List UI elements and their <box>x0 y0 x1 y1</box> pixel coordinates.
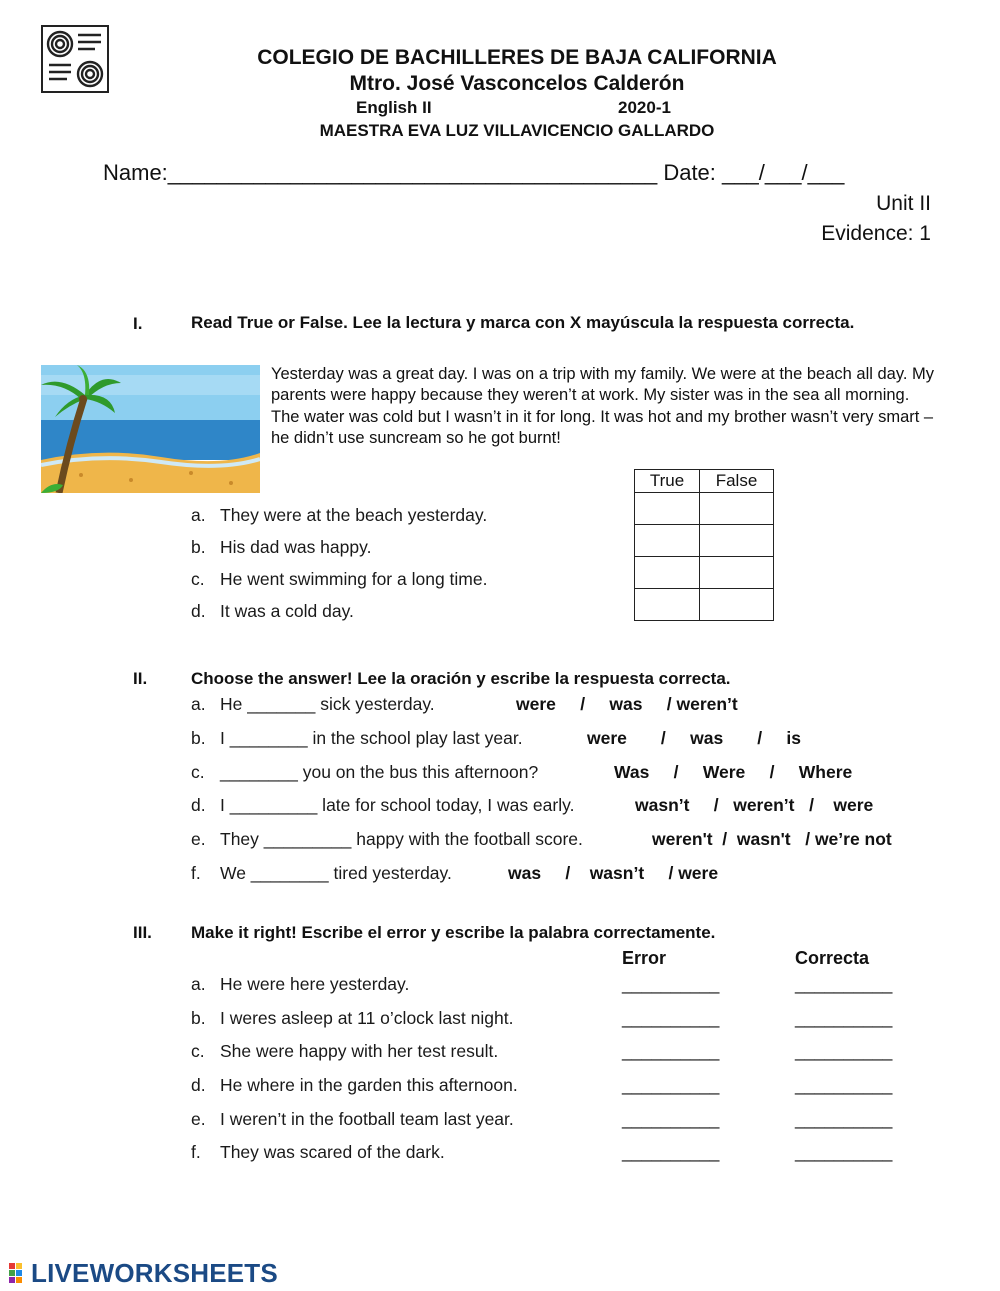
correct-blank-f[interactable]: __________ <box>795 1142 893 1162</box>
choice-options-e: weren't / wasn't / we’re not <box>652 829 892 849</box>
choice-item-d: d. I _________ late for school today, I was early. <box>191 795 575 815</box>
section-3-number: III. <box>133 923 152 942</box>
false-column-header: False <box>700 470 774 493</box>
evidence-label: Evidence: 1 <box>821 222 931 245</box>
tf-item-c: c. He went swimming for a long time. <box>191 569 488 589</box>
choice-item-f: f. We ________ tired yesterday. <box>191 863 452 883</box>
true-false-table <box>634 469 774 621</box>
choice-options-d: wasn’t / weren’t / were <box>635 795 874 815</box>
school-name: COLEGIO DE BACHILLERES DE BAJA CALIFORNIA <box>257 46 777 69</box>
beach-illustration <box>41 365 260 493</box>
fix-item-a: a. He were here yesterday. <box>191 974 410 994</box>
true-cell-b[interactable] <box>635 525 700 557</box>
choice-item-c: c. ________ you on the bus this afternoon? <box>191 762 539 782</box>
section-2-instruction: Choose the answer! Lee la oración y escribe la respuesta correcta. <box>191 669 731 688</box>
error-blank-a[interactable]: __________ <box>622 974 720 994</box>
table-row <box>635 525 774 557</box>
correct-blank-d[interactable]: __________ <box>795 1075 893 1095</box>
name-date-line: Name:________________________________________ Date: ___/___/___ <box>103 160 845 185</box>
error-blank-e[interactable]: __________ <box>622 1109 720 1129</box>
course-period: 2020-1 <box>618 98 671 117</box>
true-cell-c[interactable] <box>635 557 700 589</box>
tf-item-d: d. It was a cold day. <box>191 601 354 621</box>
tf-item-b: b. His dad was happy. <box>191 537 372 557</box>
table-row <box>635 589 774 621</box>
false-cell-a[interactable] <box>700 493 774 525</box>
fix-item-f: f. They was scared of the dark. <box>191 1142 445 1162</box>
section-3-instruction: Make it right! Escribe el error y escribe la palabra correctamente. <box>191 923 716 942</box>
choice-options-b: were / was / is <box>587 728 801 748</box>
liveworksheets-logo[interactable] <box>9 1258 278 1288</box>
teacher-name: MAESTRA EVA LUZ VILLAVICENCIO GALLARDO <box>319 121 715 140</box>
fix-item-e: e. I weren’t in the football team last year. <box>191 1109 514 1129</box>
table-row <box>635 493 774 525</box>
false-cell-c[interactable] <box>700 557 774 589</box>
error-blank-b[interactable]: __________ <box>622 1008 720 1028</box>
correct-blank-e[interactable]: __________ <box>795 1109 893 1129</box>
liveworksheets-text: LIVEWORKSHEETS <box>31 1257 278 1288</box>
unit-label: Unit II <box>876 192 931 215</box>
choice-item-e: e. They _________ happy with the football score. <box>191 829 583 849</box>
tf-item-a: a. They were at the beach yesterday. <box>191 505 488 525</box>
choice-options-c: Was / Were / Where <box>614 762 853 782</box>
false-cell-b[interactable] <box>700 525 774 557</box>
correct-blank-b[interactable]: __________ <box>795 1008 893 1028</box>
true-column-header: True <box>635 470 700 493</box>
choice-options-f: was / wasn’t / were <box>508 863 719 883</box>
error-blank-c[interactable]: __________ <box>622 1041 720 1061</box>
choice-item-b: b. I ________ in the school play last year. <box>191 728 523 748</box>
error-blank-d[interactable]: __________ <box>622 1075 720 1095</box>
section-2-number: II. <box>133 669 148 688</box>
table-row <box>635 557 774 589</box>
error-column-header: Error <box>622 948 667 968</box>
correct-column-header: Correcta <box>795 948 870 968</box>
campus-name: Mtro. José Vasconcelos Calderón <box>349 72 685 95</box>
choice-item-a: a. He _______ sick yesterday. <box>191 694 435 714</box>
error-blank-f[interactable]: __________ <box>622 1142 720 1162</box>
liveworksheets-icon <box>9 1261 31 1285</box>
false-cell-d[interactable] <box>700 589 774 621</box>
course-name: English II <box>356 98 432 117</box>
fix-item-c: c. She were happy with her test result. <box>191 1041 499 1061</box>
true-cell-d[interactable] <box>635 589 700 621</box>
section-1-instruction: Read True or False. Lee la lectura y marca con X mayúscula la respuesta correcta. <box>191 313 855 332</box>
section-1-number: I. <box>133 314 143 333</box>
correct-blank-a[interactable]: __________ <box>795 974 893 994</box>
reading-passage: Yesterday was a great day. I was on a trip with my family. We were at the beach all day. My parents were happy because they weren’t at work. My sister was in the sea all morning. The water was cold but I wasn’t in it for long. It was hot and my brother wasn’t very smart – he didn’t use suncream so he got burnt! <box>271 365 935 447</box>
correct-blank-c[interactable]: __________ <box>795 1041 893 1061</box>
true-cell-a[interactable] <box>635 493 700 525</box>
fix-item-b: b. I weres asleep at 11 o’clock last night. <box>191 1008 514 1028</box>
choice-options-a: were / was / weren’t <box>516 694 738 714</box>
fix-item-d: d. He where in the garden this afternoon. <box>191 1075 518 1095</box>
